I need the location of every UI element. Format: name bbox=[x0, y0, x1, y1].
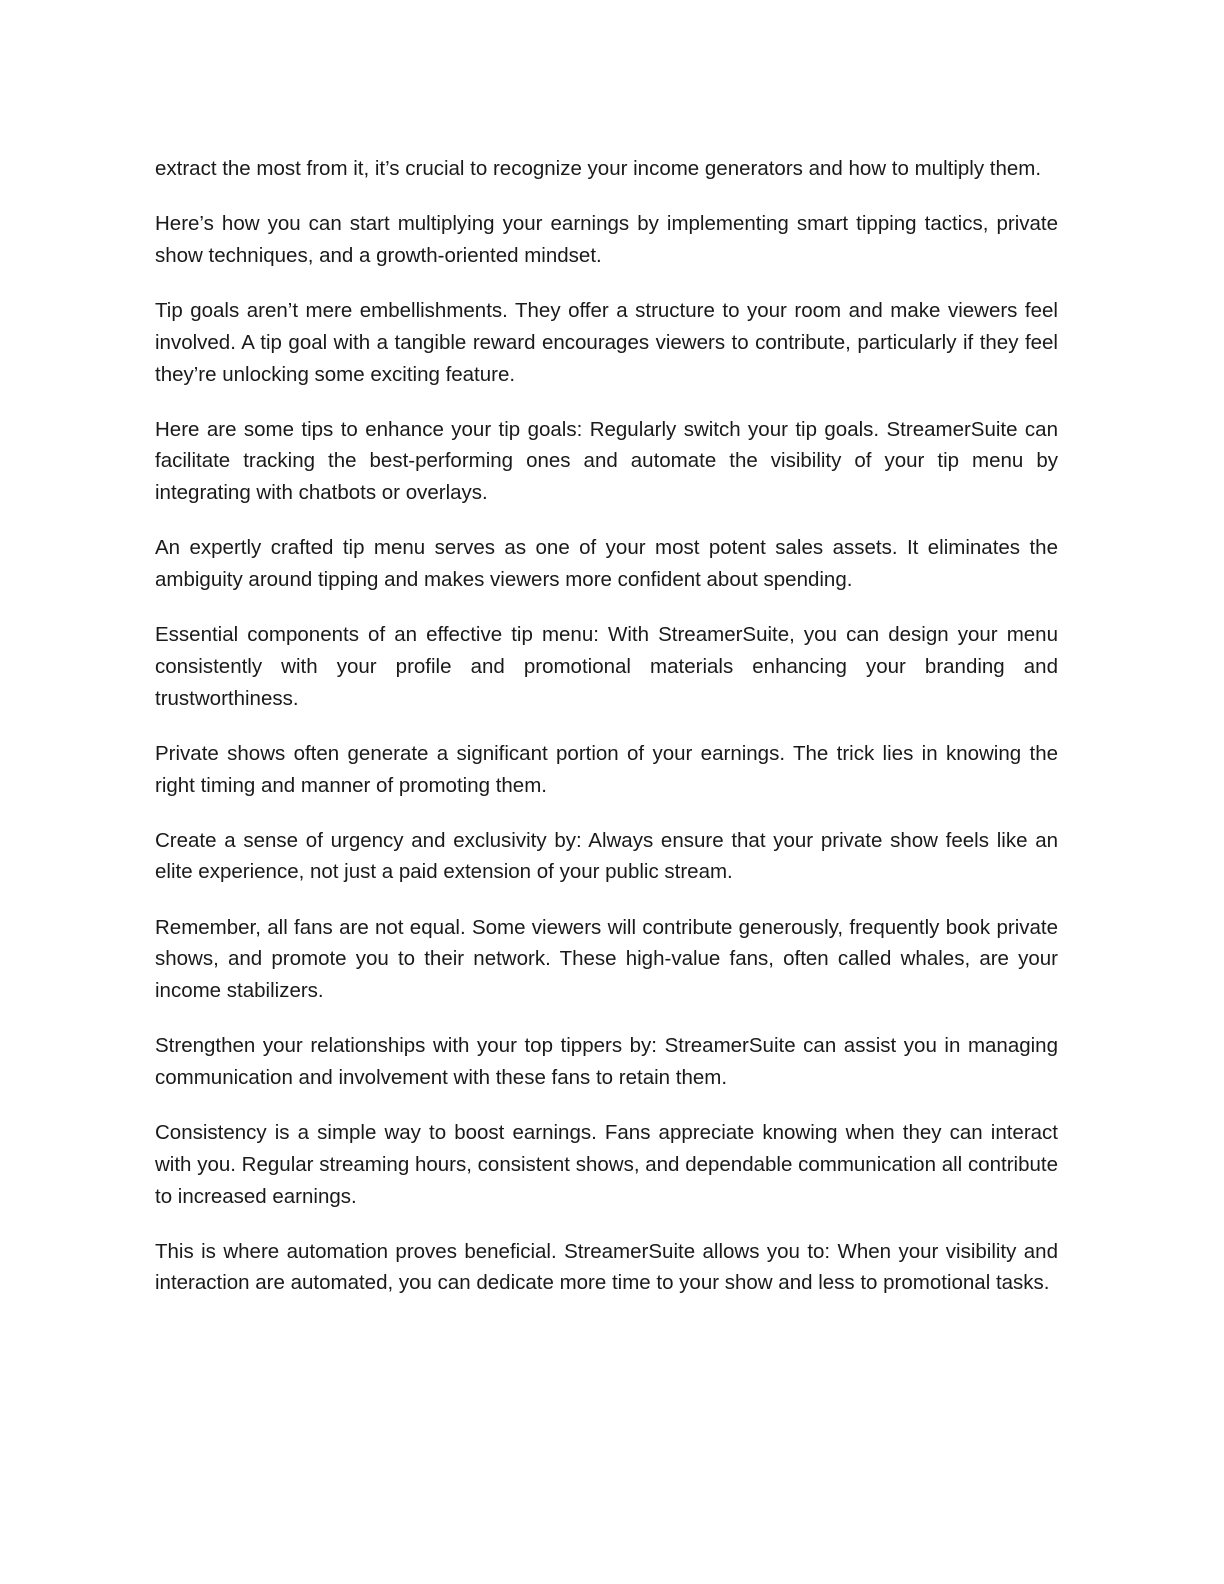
paragraph-6: Essential components of an effective tip menu: With StreamerSuite, you can design your menu consistently with your profile and promotional materials enhancing your branding and trustworthiness. bbox=[155, 623, 1058, 710]
paragraph-1: extract the most from it, it’s crucial to recognize your income generators and how to multiply them. bbox=[155, 157, 1042, 180]
document-page bbox=[155, 153, 1058, 1323]
paragraph-8: Create a sense of urgency and exclusivity by: Always ensure that your private show feels like an elite experience, not just a paid extension of your public stream. bbox=[155, 828, 1058, 884]
paragraph-5: An expertly crafted tip menu serves as one of your most potent sales assets. It eliminates the ambiguity around tipping and makes viewers more confident about spending. bbox=[155, 536, 1058, 592]
paragraph-4: Here are some tips to enhance your tip goals: Regularly switch your tip goals. StreamerSuite can facilitate tracking the best-performing ones and automate the visibility of your tip menu by integrating with chatbots or overlays. bbox=[155, 417, 1058, 505]
paragraph-9: Remember, all fans are not equal. Some viewers will contribute generously, frequently book private shows, and promote you to their network. These high-value fans, often called whales, are your income stabilizers. bbox=[155, 915, 1058, 1003]
paragraph-12: This is where automation proves beneficial. StreamerSuite allows you to: When your visibility and interaction are automated, you can dedicate more time to your show and less to promotional tasks. bbox=[155, 1239, 1058, 1295]
paragraph-2: Here’s how you can start multiplying your earnings by implementing smart tipping tactics, private show techniques, and a growth-oriented mindset. bbox=[155, 212, 1058, 267]
paragraph-3: Tip goals aren’t mere embellishments. They offer a structure to your room and make viewers feel involved. A tip goal with a tangible reward encourages viewers to contribute, particularly if they feel they’re unlocking some exciting feature. bbox=[155, 299, 1058, 386]
paragraph-11: Consistency is a simple way to boost earnings. Fans appreciate knowing when they can interact with you. Regular streaming hours, consistent shows, and dependable communication all contribute to increased earnings. bbox=[155, 1121, 1058, 1208]
paragraph-10: Strengthen your relationships with your top tippers by: StreamerSuite can assist you in managing communication and involvement with these fans to retain them. bbox=[155, 1034, 1058, 1089]
paragraph-7: Private shows often generate a significant portion of your earnings. The trick lies in knowing the right timing and manner of promoting them. bbox=[155, 741, 1058, 797]
